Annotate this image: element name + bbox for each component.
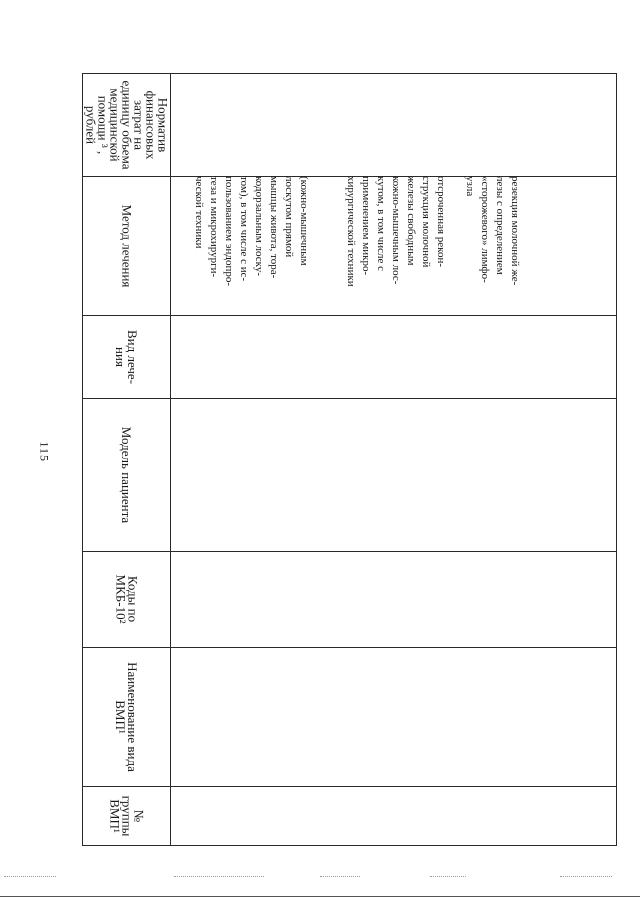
header-financial-rate: Норматив финансовых затрат на единицу объема медицинской помощи ³ , рублей [83, 80, 171, 169]
header-cell-name [82, 647, 170, 786]
footer-dash [430, 876, 466, 877]
footer-dash [174, 876, 264, 877]
header-divider [170, 73, 171, 846]
header-patient-model: Модель пациента [119, 426, 135, 523]
header-cell-codes [82, 551, 170, 647]
header-icd-codes: Коды по МКБ-10² [112, 574, 140, 624]
header-vmp-name: Наименование вида ВМП¹ [113, 661, 141, 772]
table-border-bottom [82, 845, 617, 846]
header-cell-rate [82, 73, 170, 176]
header-cell-method [82, 176, 170, 315]
footer-dash [4, 876, 56, 877]
page-number: 115 [37, 441, 52, 463]
table-border-right [616, 73, 617, 846]
header-cell-type [82, 315, 170, 398]
header-cell-group [82, 786, 170, 845]
treatment-method-text: отсроченная рекон- струкция молочной железы свободным кожно-мышечным лос- кутом, в том числе с применением микро- хирургической техники [345, 176, 447, 287]
header-cell-model [82, 398, 170, 551]
footer-dash [560, 876, 612, 877]
footer-dash [320, 876, 360, 877]
treatment-method-text: (кожно-мышечным лоскутом прямой мышцы живота, тора- кодорзальным лоску- том), в том числе с ис- пользованием эндопро- теза и микрохирурги- ческой техники [193, 176, 310, 287]
page-bottom-edge [0, 896, 640, 897]
header-treatment-method: Метод лечения [118, 204, 134, 287]
header-treatment-type: Вид лече- ния [112, 329, 140, 384]
treatment-method-text: резекция молочной же- лезы с определением «сторожевого» лимфо- узла [464, 176, 521, 286]
header-group-number: № группы ВМП¹ [107, 795, 146, 836]
